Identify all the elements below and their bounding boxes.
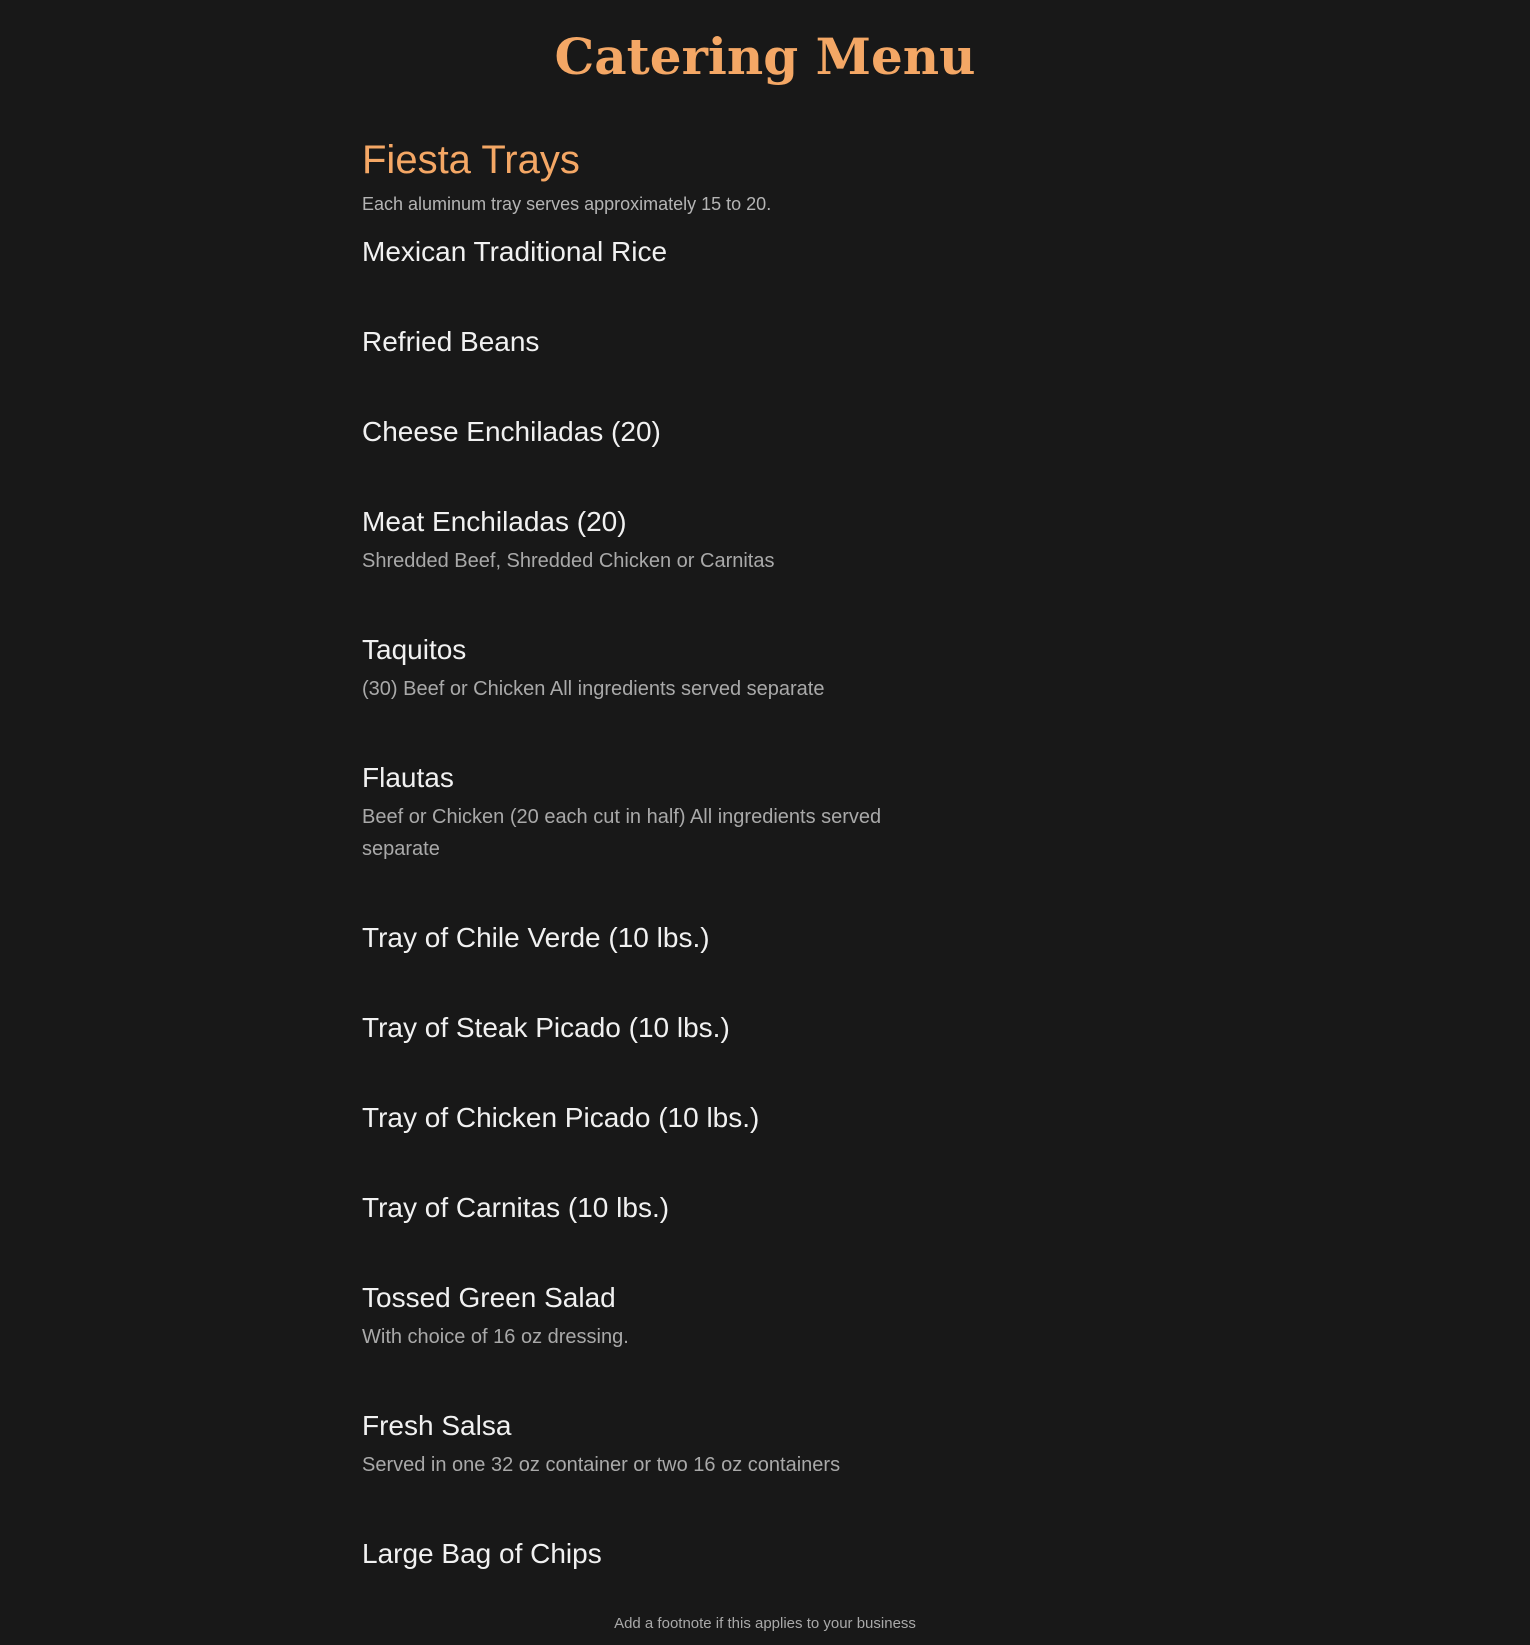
menu-item-name: Cheese Enchiladas (20) [362,416,661,447]
menu-item [362,1281,942,1353]
menu-item [362,1011,942,1045]
menu-items-list [362,235,942,1571]
menu-item-name: Tray of Chile Verde (10 lbs.) [362,922,710,953]
menu-item-name: Tray of Steak Picado (10 lbs.) [362,1012,730,1043]
menu-item-description: Served in one 32 oz container or two 16 oz containers [362,1454,841,1476]
menu-item [362,1191,942,1225]
menu-section [362,133,942,1571]
menu-item-name: Large Bag of Chips [362,1538,602,1569]
menu-item-name: Mexican Traditional Rice [362,236,668,267]
menu-item-description: Beef or Chicken (20 each cut in half) All ingredients served separate [362,806,882,860]
page-title: Catering Menu [554,27,976,86]
menu-item-name: Meat Enchiladas (20) [362,506,627,537]
menu-item-description: With choice of 16 oz dressing. [362,1326,629,1348]
menu-item [362,633,942,705]
section-title: Fiesta Trays [362,138,580,182]
menu-item-description: Shredded Beef, Shredded Chicken or Carnitas [362,550,775,572]
menu-item-name: Flautas [362,762,454,793]
menu-item-description: (30) Beef or Chicken All ingredients served separate [362,678,825,700]
menu-item [362,235,942,269]
menu-item-name: Refried Beans [362,326,540,357]
menu-item-name: Tray of Carnitas (10 lbs.) [362,1192,670,1223]
menu-item [362,415,942,449]
menu-item-name: Tossed Green Salad [362,1282,616,1313]
menu-item [362,1409,942,1481]
footnote: Add a footnote if this applies to your business [614,1615,916,1632]
menu-item [362,921,942,955]
menu-item-name: Taquitos [362,634,467,665]
section-note: Each aluminum tray serves approximately 15 to 20. [362,194,772,214]
menu-item [362,1101,942,1135]
menu-item [362,505,942,577]
menu-item-name: Fresh Salsa [362,1410,512,1441]
menu-item [362,325,942,359]
menu-item-name: Tray of Chicken Picado (10 lbs.) [362,1102,760,1133]
menu-item [362,761,942,865]
menu-item [362,1537,942,1571]
